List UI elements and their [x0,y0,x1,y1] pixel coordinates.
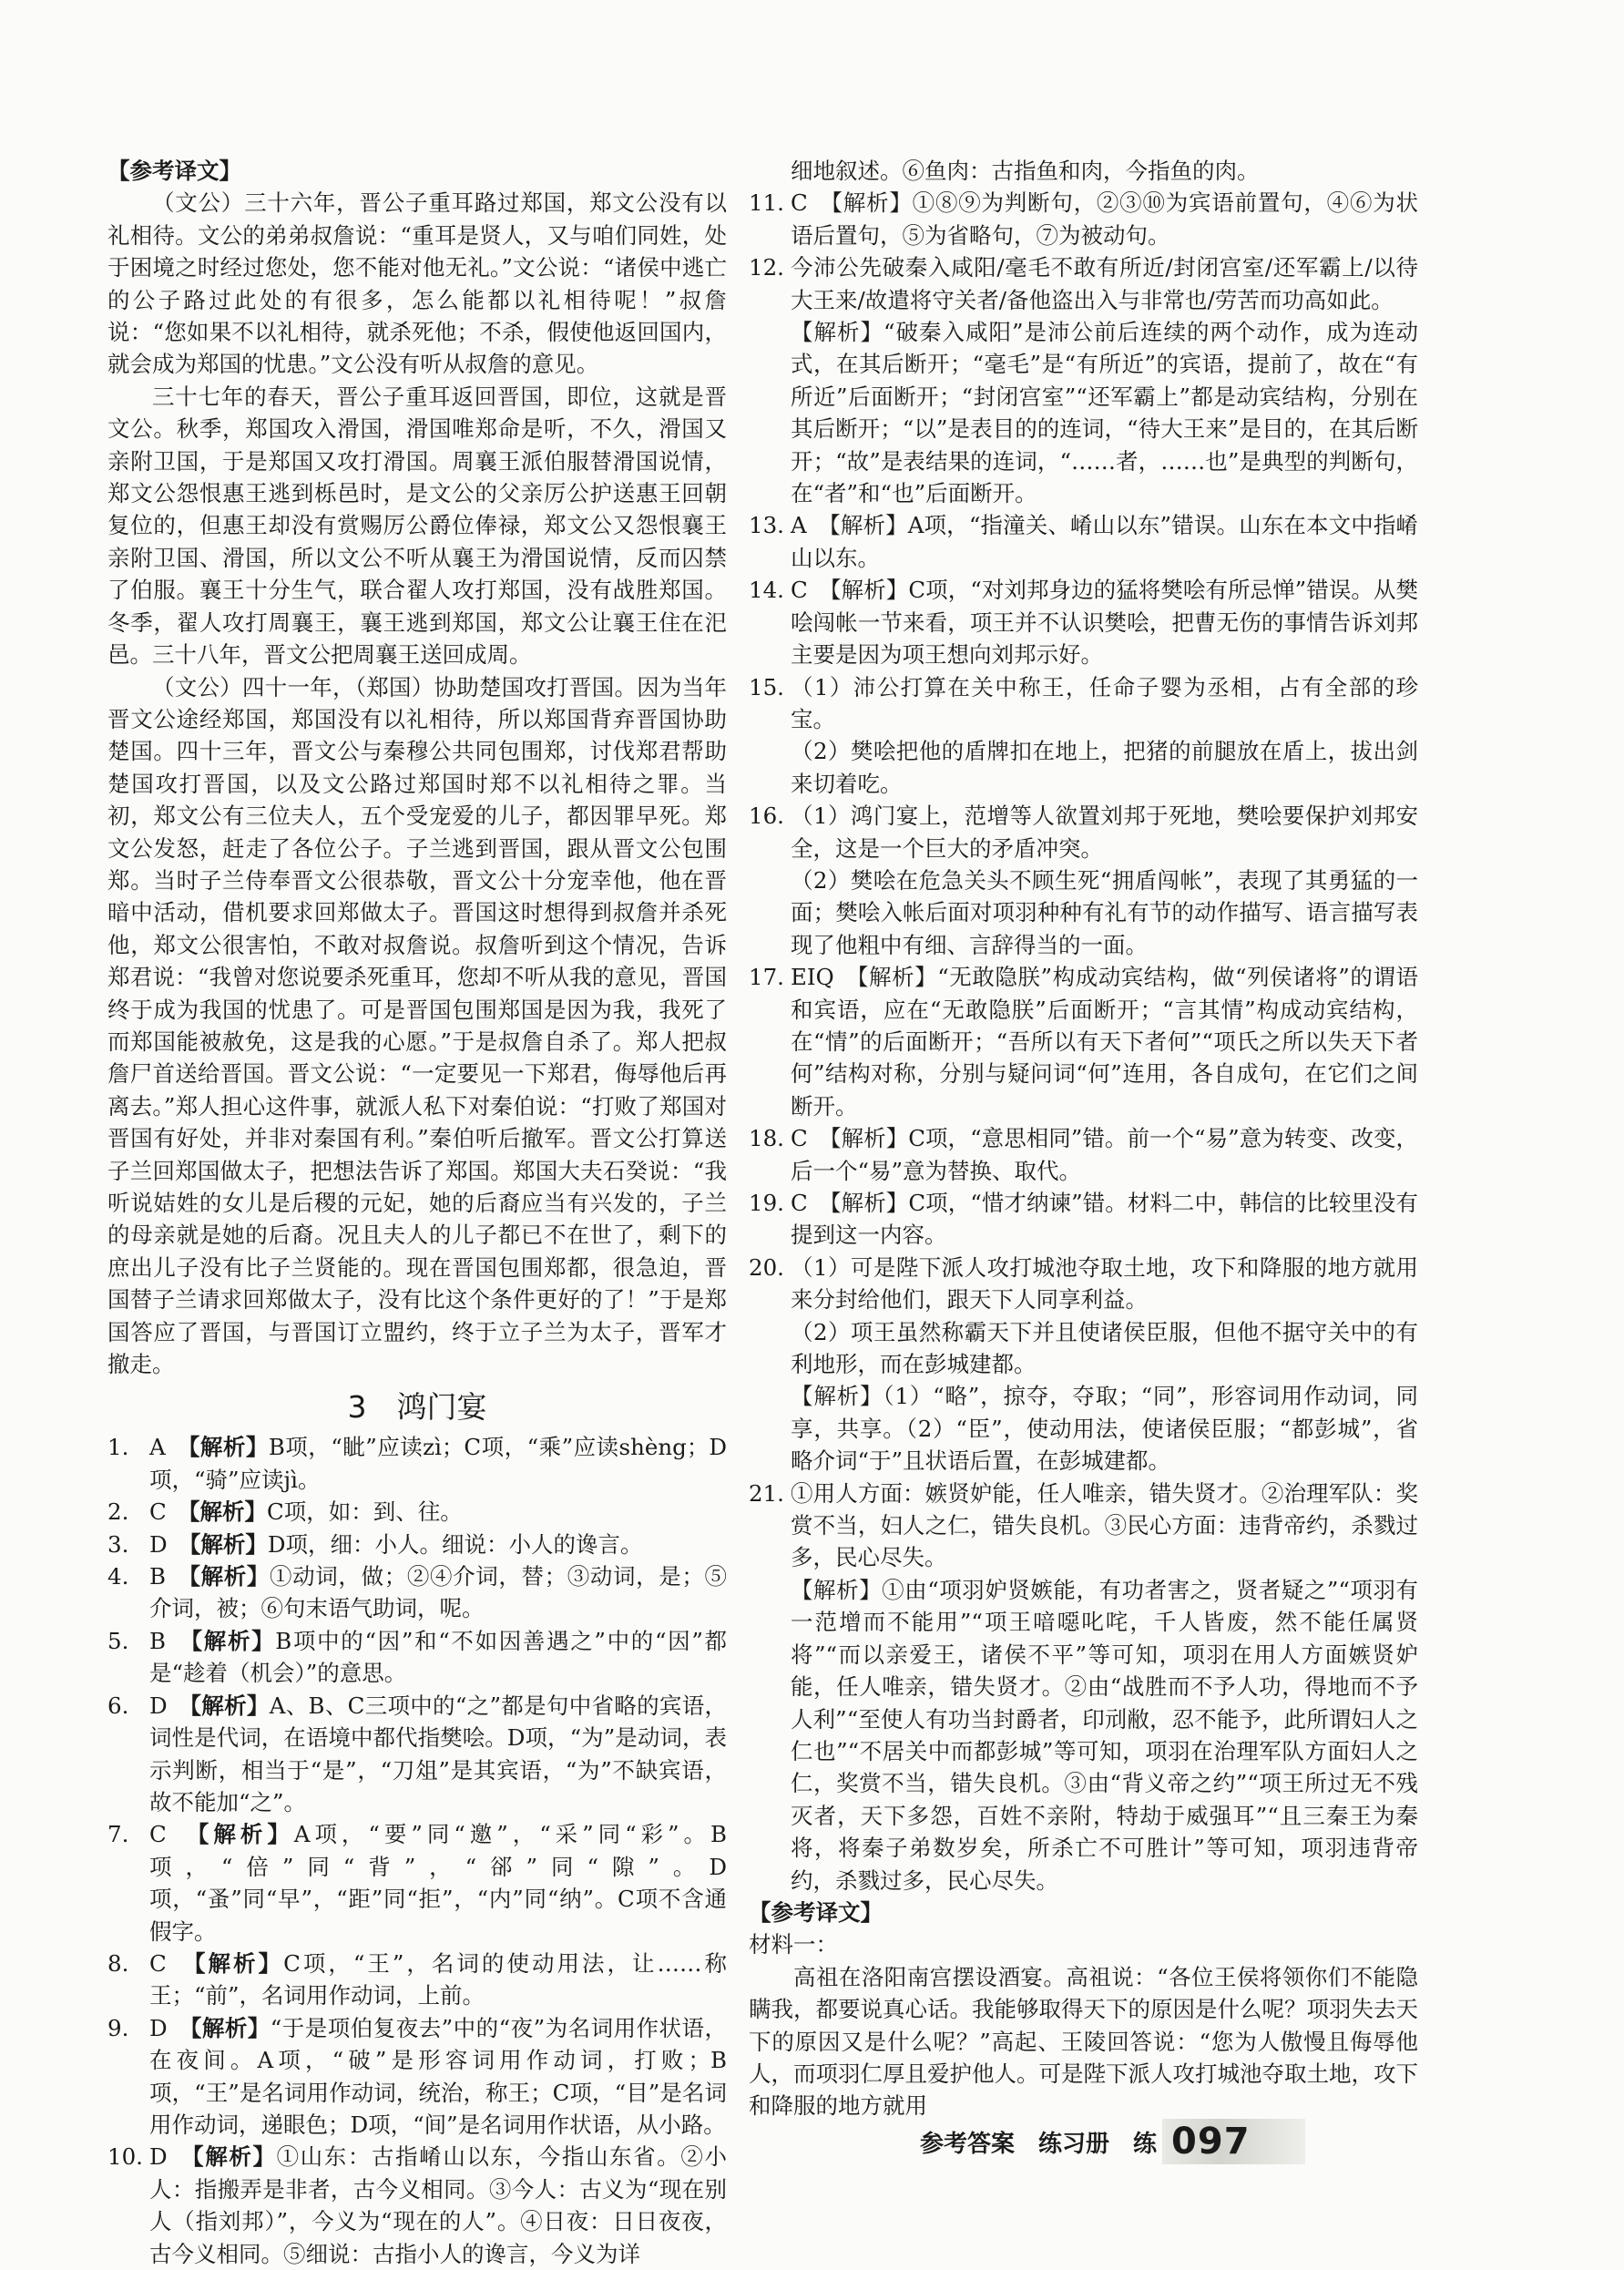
answer-item [107,1529,727,1560]
answer-letter: C [149,1949,167,1977]
answer-item-19: 19. C 【解析】C项，“惜才纳谏”错。材料二中，韩信的比较里没有提到这一内容。 [749,1190,1418,1249]
footer-label-answers: 参考答案 [920,2130,1016,2158]
item-body [149,1431,727,1496]
analysis-tag: 【解析】 [167,2014,271,2041]
item-text: C项，如：到、往。 [267,1498,463,1526]
analysis-tag: 【解析】 [166,1563,271,1590]
item-number: 9. [107,2014,129,2041]
item-text: ①山东：古指崤山以东，今指山东省。②小人：指搬弄是非者，古今义相同。③今人：古义为“现在别人（指刘邦）”，今义为“现在的人”。④日夜：日日夜夜，古今义相同。⑤细说：古指小人的谗言，今义为详 [149,2143,728,2267]
translation-paragraph: 三十七年的春天，晋公子重耳返回晋国，即位，这就是晋文公。秋季，郑国攻入滑国，滑国唯郑命是听，不久，滑国又亲附卫国，于是郑国又攻打滑国。周襄王派伯服替滑国说情，郑文公怨恨惠王逃到栎邑时，是文公的父亲厉公护送惠王回朝复位的，但惠王却没有赏赐厉公爵位俸禄，郑文公又怨恨襄王亲附卫国、滑国，所以文公不听从襄王为滑国说情，反而囚禁了伯服。襄王十分生气，联合翟人攻打郑国，没有战胜郑国。冬季，翟人攻打周襄王，襄王逃到郑国，郑文公让襄王住在汜邑。三十八年，晋文公把周襄王送回成周。 [107,383,727,669]
answer-item [107,1560,727,1625]
answer-20-part2: （2）项王虽然称霸天下并且使诸侯臣服，但他不据守关中的有利地形，而在彭城建都。 [791,1318,1418,1378]
item-text: D项，细：小人。细说：小人的谗言。 [267,1530,643,1558]
answer-item-13: 13. A 【解析】A项，“指潼关、崤山以东”错误。山东在本文中指崤山以东。 [749,512,1418,571]
analysis-tag: 【解析】 [166,1627,276,1654]
ref-heading: 【参考译文】 [107,158,241,184]
answer-list [107,1431,727,2270]
item-body [149,1560,727,1625]
material-label: 材料一： [749,1931,838,1958]
item-text: ①动词，做；②④介词，替；③动词，是；⑤介词，被；⑥句末语气助词，呢。 [149,1563,728,1622]
answer-item-14: 14. C 【解析】C项，“对刘邦身边的猛将樊哙有所忌惮”错误。从樊哙闯帐一节来看，项王并不认识樊哙，把曹无伤的事情告诉刘邦主要是因为项王想向刘邦示好。 [749,577,1418,669]
answer-item-21: 21. ①用人方面：嫉贤妒能，任人唯亲，错失贤才。②治理军队：奖赏不当，妇人之仁，错失良机。③民心方面：违背帝约，杀戮过多，民心尽失。 [749,1479,1418,1571]
analysis-tag: 【解析】 [167,1692,270,1719]
answer-letter: B [149,1563,167,1590]
answer-16-part2: （2）樊哙在危急关头不顾生死“拥盾闯帐”，表现了其勇猛的一面；樊哙入帐后面对项羽种种有礼有节的动作描写、语言描写表现了他粗中有细、言辞得当的一面。 [791,866,1418,958]
translation-paragraph: （文公）三十六年，晋公子重耳路过郑国，郑文公没有以礼相待。文公的弟弟叔詹说：“重耳是贤人，又与咱们同姓，处于困境之时经过您处，您不能对他无礼。”文公说：“诸侯中逃亡的公子路过此处的有很多，怎么能都以礼相待呢！”叔詹说：“您如果不以礼相待，就杀死他；不杀，假使他返回国内，就会成为郑国的忧患。”文公没有听从叔詹的意见。 [107,189,727,378]
answer-item-16: 16. （1）鸿门宴上，范增等人欲置刘邦于死地，樊哙要保护刘邦安全，这是一个巨大的矛盾冲突。 [749,803,1418,862]
answer-item [107,1625,727,1690]
answer-item [107,1431,727,1496]
answer-letter: D [149,2143,168,2171]
analysis-tag: 【解析】 [167,2143,277,2171]
item-number: 7. [107,1821,129,1848]
item-body [149,2141,727,2270]
analysis-tag: 【解析】 [166,1821,294,1848]
answer-item-12: 12. 今沛公先破秦入咸阳/毫毛不敢有所近/封闭宫室/还军霸上/以待大王来/故遣将守关者/备他盗出入与非常也/劳苦而功高如此。 [749,254,1418,313]
answer-item [107,1690,727,1819]
section-title: 3 鸿门宴 [347,1389,487,1426]
answer-item [107,1948,727,2012]
item-number: 8. [107,1949,129,1977]
answer-item-17: 17. EIQ 【解析】“无敢隐朕”构成动宾结构，做“列侯诸将”的谓语和宾语，应在“无敢隐朕”后面断开；“言其情”构成动宾结构，在“情”的后面断开；“吾所以有天下者何”“项氏之所以失天下者何”结构对称，分别与疑问词“何”连用，各自成句，在它们之间断开。 [749,964,1418,1120]
answer-15-part2: （2）樊哙把他的盾牌扣在地上，把猪的前腿放在盾上，拔出剑来切着吃。 [791,738,1418,797]
item-text: B项，“眦”应读zì；C项，“乘”应读shèng；D项，“骑”应读jì。 [149,1434,727,1493]
item-body [149,1818,727,1948]
analysis-21: 【解析】①由“项羽妒贤嫉能，有功者害之，贤者疑之”“项羽有一范增而不能用”“项王喑噁叱咤，千人皆废，然不能任属贤将”“而以亲爱王，诸侯不平”等可知，项羽在用人方面嫉贤妒能，任人唯亲，错失贤才。②由“战胜而不予人功，得地而不予人利”“至使人有功当封爵者，印刓敝，忍不能予，此所谓妇人之仁也”“不居关中而都彭城”等可知，项羽在治理军队方面妇人之仁，奖赏不当，错失良机。③由“背义帝之约”“项王所过无不残灭者，天下多怨，百姓不亲附，特劫于威强耳”“且三秦王为秦将，将秦子弟数岁矣，所杀亡不可胜计”等可知，项羽违背帝约，杀戮过多，民心尽失。 [791,1576,1418,1894]
analysis-tag: 【解析】 [166,1949,284,1977]
answer-item [107,1818,727,1948]
item-text: “于是项伯复夜去”中的“夜”为名词用作状语，在夜间。A项，“破”是形容词用作动词，打败；B项，“王”是名词用作动词，统治，称王；C项，“目”是名词用作动词，递眼色；D项，“间”是名词用作状语，从小路。 [149,2014,727,2138]
item-body [149,1496,727,1528]
item-body [149,1690,727,1819]
answer-item [107,1496,727,1528]
item-number: 1. [107,1434,129,1461]
analysis-12: 【解析】“破秦入咸阳”是沛公前后连续的两个动作，成为连动式，在其后断开；“毫毛”是“有所近”的宾语，提前了，故在“有所近”后面断开；“封闭宫室”“还军霸上”都是动宾结构，分别在其后断开；“以”是表目的的连词，“待大王来”是目的，在其后断开；“故”是表结果的连词，“……者，……也”是典型的判断句，在“者”和“也”后面断开。 [791,319,1418,507]
answer-letter: C [149,1498,167,1526]
item-number: 5. [107,1627,129,1654]
item-number: 4. [107,1563,129,1590]
answer-item-18: 18. C 【解析】C项，“意思相同”错。前一个“易”意为转变、改变，后一个“易”意为替换、取代。 [749,1125,1418,1184]
answer-letter: C [149,1821,167,1848]
ref-heading: 【参考译文】 [749,1898,883,1926]
item-number: 3. [107,1530,129,1558]
answer-item [107,2012,727,2142]
item-body [149,2012,727,2142]
item-number: 2. [107,1498,129,1526]
page-number: 097 [1162,2119,1305,2164]
item-text: A项，“要”同“邀”，“采”同“彩”。B项，“倍”同“背”，“郤”同“隙”。D项，“蚤”同“早”，“距”同“拒”，“内”同“纳”。C项不含通假字。 [149,1821,728,1945]
translation-paragraph: （文公）四十一年，（郑国）协助楚国攻打晋国。因为当年晋文公途经郑国，郑国没有以礼相待，所以郑国背弃晋国协助楚国。四十三年，晋文公与秦穆公共同包围郑，讨伐郑君帮助楚国攻打晋国，以及文公路过郑国时郑不以礼相待之罪。当初，郑文公有三位夫人，五个受宠爱的儿子，都因罪早死。郑文公发怒，赶走了各位公子。子兰逃到晋国，跟从晋文公包围郑。当时子兰侍奉晋文公很恭敬，晋文公十分宠幸他，他在晋暗中活动，借机要求回郑做太子。晋国这时想得到叔詹并杀死他，郑文公很害怕，不敢对叔詹说。叔詹听到这个情况，告诉郑君说：“我曾对您说要杀死重耳，您却不听从我的意见，晋国终于成为我国的忧患了。可是晋国包围郑国是因为我，我死了而郑国能被赦免，这是我的心愿。”于是叔詹自杀了。郑人把叔詹尸首送给晋国。晋文公说：“一定要见一下郑君，侮辱他后再离去。”郑人担心这件事，就派人私下对秦伯说：“打败了郑国对晋国有好处，并非对秦国有利。”秦伯听后撤军。晋文公打算送子兰回郑国做太子，把想法告诉了郑国。郑国大夫石癸说：“我听说姞姓的女儿是后稷的元妃，她的后裔应当有兴发的，子兰的母亲就是她的后裔。况且夫人的儿子都已不在世了，剩下的庶出儿子没有比子兰贤能的。现在晋国包围郑都，很急迫，晋国替子兰请求回郑做太子，没有比这个条件更好的了！”于是郑国答应了晋国，与晋国订立盟约，终于立子兰为太子，晋军才撤走。 [107,673,727,1378]
answer-item [107,2141,727,2270]
answer-letter: D [149,2014,168,2041]
answer-letter: B [149,1627,167,1654]
analysis-tag: 【解析】 [166,1498,267,1526]
analysis-tag: 【解析】 [165,1434,269,1461]
item-body [149,1625,727,1690]
item-number: 6. [107,1692,129,1719]
footer-label-practice: 练 [1133,2130,1158,2158]
footer-label-workbook: 练习册 [1038,2130,1110,2158]
answer-letter: D [149,1692,168,1719]
item-body [149,1948,727,2012]
answer-item-15: 15. （1）沛公打算在关中称王，任命子婴为丞相，占有全部的珍宝。 [749,673,1418,732]
material-text: 高祖在洛阳南宫摆设酒宴。高祖说：“各位王侯将领你们不能隐瞒我，都要说真心话。我能够取得天下的原因是什么呢？项羽失去天下的原因又是什么呢？”高起、王陵回答说：“您为人傲慢且侮辱他人，而项羽仁厚且爱护他人。可是陛下派人攻打城池夺取土地，攻下和降服的地方就用 [749,1963,1418,2120]
left-column [107,155,727,2270]
analysis-tag: 【解析】 [167,1530,268,1558]
answer-item-11: 11. C 【解析】①⑧⑨为判断句，②③⑩为宾语前置句，④⑥为状语后置句，⑤为省略句，⑦为被动句。 [749,189,1418,249]
right-column [749,155,1418,2122]
item-body [149,1529,727,1560]
answer-letter: D [149,1530,168,1558]
answer-continuation: 细地叙述。⑥鱼肉：古指鱼和肉，今指鱼的肉。 [791,158,1260,184]
analysis-20: 【解析】（1）“略”，掠夺，夺取；“同”，形容词用作动词，同享，共享。（2）“臣”，使动用法，使诸侯臣服；“都彭城”，省略介词“于”且状语后置，在彭城建都。 [791,1383,1418,1475]
item-text: A、B、C三项中的“之”都是句中省略的宾语，词性是代词，在语境中都代指樊哙。D项，“为”是动词，表示判断，相当于“是”，“刀俎”是其宾语，“为”不缺宾语，故不能加“之”。 [149,1692,728,1815]
page-footer [920,2113,1375,2170]
item-text: C项，“王”，名词的使动用法，让……称王；“前”，名词用作动词，上前。 [149,1949,728,2009]
item-number: 10. [107,2143,143,2171]
answer-letter: A [149,1434,166,1461]
item-text: B项中的“因”和“不如因善遇之”中的“因”都是“趁着（机会）”的意思。 [149,1627,728,1687]
answer-item-20: 20. （1）可是陛下派人攻打城池夺取土地，攻下和降服的地方就用来分封给他们，跟天下人同享利益。 [749,1253,1418,1314]
